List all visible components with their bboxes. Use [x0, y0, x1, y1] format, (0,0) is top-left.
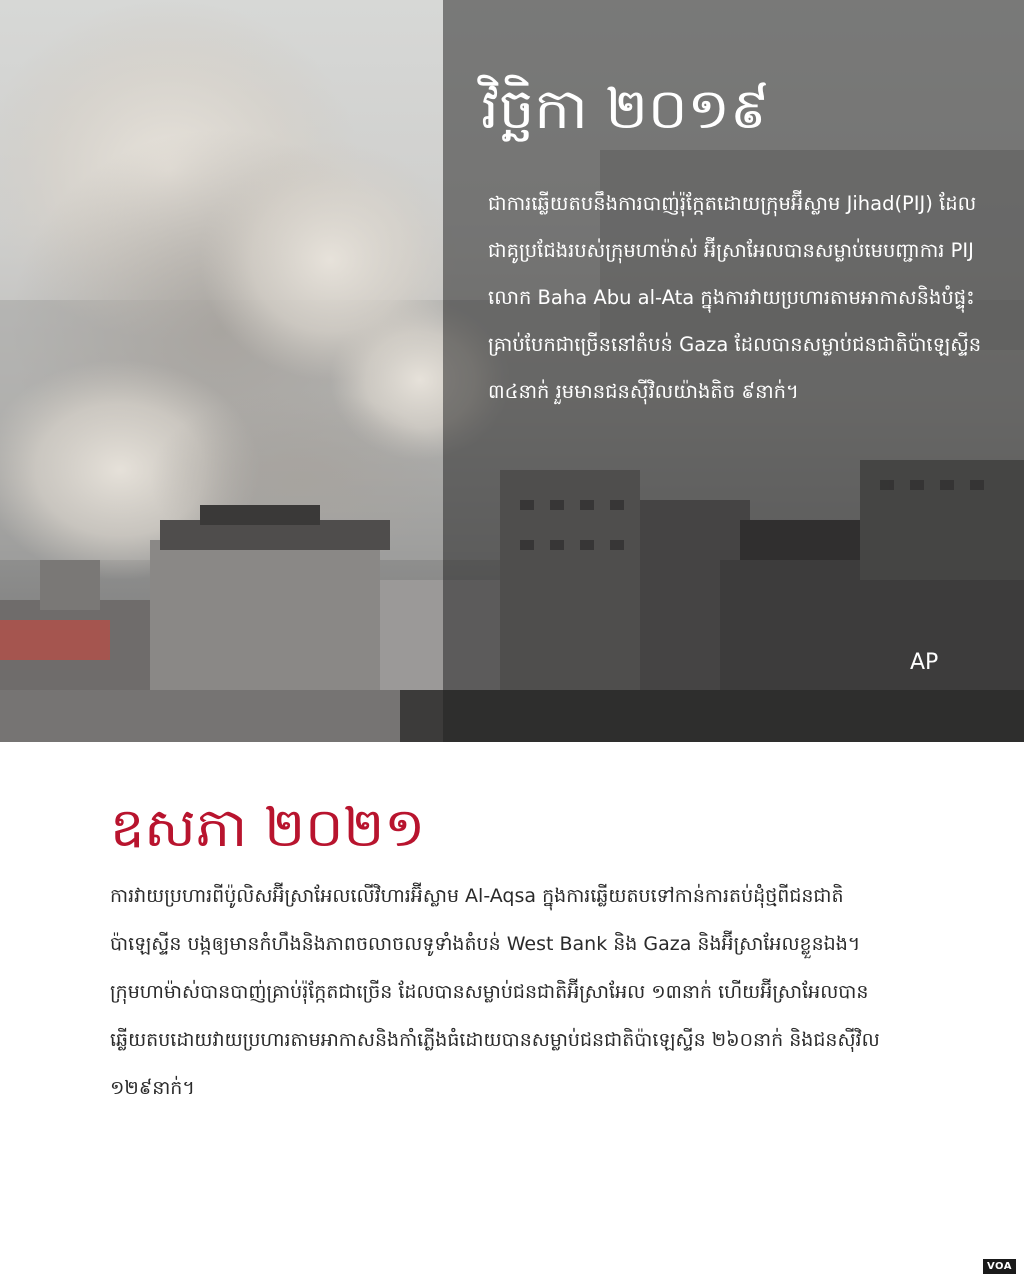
top-paragraph: ជាការឆ្លើយតបនឹងការបាញ់រ៉ុក្កែតដោយក្រុមអ៊ីស្លាម Jihad(PIJ) ដែលជាគូប្រជែងរបស់ក្រុមហាម៉ាស់ អ៊ីស្រាអែលបានសម្លាប់មេបញ្ជាការ PIJ លោក Baha Abu al-Ata ក្នុងការវាយប្រហារតាមអាកាសនិងបំផ្ទុះគ្រាប់បែកជាច្រើននៅតំបន់ Gaza ដែលបានសម្លាប់ជនជាតិប៉ាឡេស្ទីន ៣៤នាក់ រួមមានជនស៊ីវិលយ៉ាងតិច ៩នាក់។	[488, 192, 982, 403]
voa-logo: VOA	[983, 1259, 1016, 1274]
bottom-year-heading: ឧសភា ២០២១	[110, 796, 426, 859]
top-year-heading: វិច្ឆិកា ២០១៩	[481, 77, 770, 142]
photo-credit: AP	[910, 650, 939, 675]
bottom-paragraph: ការវាយប្រហារពីប៉ូលិសអ៊ីស្រាអែលលើវិហារអ៊ីស្លាម Al-Aqsa ក្នុងការឆ្លើយតបទៅកាន់ការតប់ដុំថ្មពីជនជាតិប៉ាឡេស្ទីន បង្កឲ្យមានកំហឹងនិងភាពចលាចលទូទាំងតំបន់ West Bank និង Gaza និងអ៊ីស្រាអែលខ្លួនឯង។ ក្រុមហាម៉ាស់បានបាញ់គ្រាប់រ៉ុក្កែតជាច្រើន ដែលបានសម្លាប់ជនជាតិអ៊ីស្រាអែល ១៣នាក់ ហើយអ៊ីស្រាអែលបានឆ្លើយតបដោយវាយប្រហារតាមអាកាសនិងកាំភ្លើងធំដោយបានសម្លាប់ជនជាតិប៉ាឡេស្ទីន ២៦០នាក់ និងជនស៊ីវិល ១២៩នាក់។	[110, 885, 880, 1099]
